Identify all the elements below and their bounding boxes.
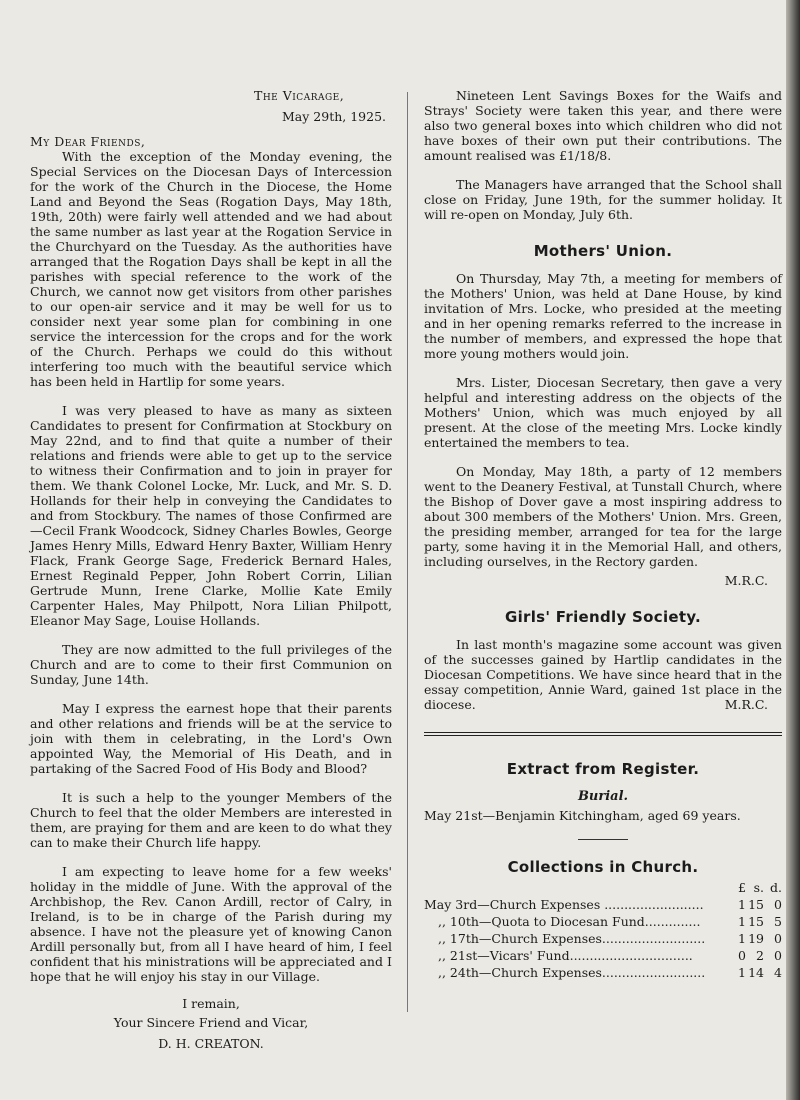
table-row: ,, 10th—Quota to Diocesan Fund.............. 1 15 5 [438,914,782,929]
letter-paragraph: May I express the earnest hope that their parents and other relations and friends will be at the service to join with them in celebrating, in the Lord's Own appointed Way, the Memorial of His Death, and in partaking of the Sacred Food of His Body and Blood? [30,701,392,776]
letter-date: May 29th, 1925. [282,109,386,124]
letter-paragraph: With the exception of the Monday evening, the Special Services on the Diocesan Days of Intercession for the work of the Church in the Diocese, the Home Land and Beyond the Seas (Rogation Days, May 18th, 19th, 20th) were fairly well attended and we had about the same number as last year at the Rogation Service in the Churchyard on the Tuesday. As the authorities have arranged that the Rogation Days shall be kept in all the parishes with special reference to the work of the Church, we cannot now get visitors from other parishes to our open-air service and it may be well for us to consider next year some plan for combining in one service the intercession for the crops and for the work of the Church. Perhaps we could do this without interfering too much with the beautiful service which has been held in Hartlip for some years. [30,149,392,389]
mu-signoff: M.R.C. [724,573,768,588]
table-row: ,, 21st—Vicars' Fund............................... 0 2 0 [438,948,782,963]
page-edge-shadow [786,0,800,1100]
currency-header-row [424,879,782,896]
short-rule [578,839,628,840]
mothers-union-heading: Mothers' Union. [533,242,673,260]
gfs-signoff: M.R.C. [724,697,768,712]
letter-closing [30,996,392,1051]
register-heading: Extract from Register. [506,760,700,778]
letter-paragraph: I am expecting to leave home for a few weeks' holiday in the middle of June. With the approval of the Archbishop, the Rev. Canon Ardill, rector of Calry, in Ireland, is to be in charge of the Parish during my absence. I have not the pleasure yet of knowing Canon Ardill personally but, from all I have heard of him, I feel confident that his ministrations will be appreciated and I hope that he will enjoy his stay in our Village. [30,864,392,984]
pence-header: d. [770,880,782,895]
mu-paragraph: On Monday, May 18th, a party of 12 members went to the Deanery Festival, at Tunstall Church, where the Bishop of Dover gave a most inspiring address to about 300 members of the Mothers' Union. Mrs. Green, the presiding member, arranged for tea for the large party, some having it in the Memorial Hall, and others, including ourselves, in the Rectory garden. [424,464,782,569]
letter-address: The Vicarage, [254,88,345,103]
burial-subheading: Burial. [577,789,629,804]
closing-remain: I remain, [182,996,240,1011]
mu-paragraph: Mrs. Lister, Diocesan Secretary, then gave a very helpful and interesting address on the objects of the Mothers' Union, which was much enjoyed by all present. At the close of the meeting Mrs. Locke kindly entertained the members to tea. [424,375,782,450]
letter-salutation: My Dear Friends, [30,134,146,149]
table-row: ,, 24th—Church Expenses.......................... 1 14 4 [438,965,782,980]
collections-table [424,879,782,981]
gfs-paragraph: In last month's magazine some account was given of the successes gained by Hartlip candidates in the Diocesan Competitions. We have since heard that in the essay competition, Annie Ward, gained 1st place in the diocese. [424,637,782,712]
section-rule [424,732,782,736]
shillings-header: s. [753,880,764,895]
table-row: May 3rd—Church Expenses ......................... 1 15 0 [424,897,782,912]
collections-heading: Collections in Church. [507,858,699,876]
letter-paragraph: I was very pleased to have as many as sixteen Candidates to present for Confirmation at Stockbury on May 22nd, and to find that quite a number of their relations and friends were able to get up to the service to witness their Confirmation and to join in prayer for them. We thank Colonel Locke, Mr. Luck, and Mr. S. D. Hollands for their help in conveying the Candidates to and from Stockbury. The names of those Confirmed are—Cecil Frank Woodcock, Sidney Charles Bowles, George James Henry Mills, Edward Henry Baxter, William Henry Flack, Frank George Sage, Frederick Bernard Hales, Ernest Reginald Pepper, John Robert Corrin, Lilian Gertrude Munn, Irene Clarke, Mollie Kate Emily Carpenter Hales, May Philpott, Nora Lilian Philpott, Eleanor May Sage, Louise Hollands. [30,403,392,628]
parish-news [424,88,782,981]
letter-paragraph: It is such a help to the younger Members of the Church to feel that the older Members are interested in them, are praying for them and are keen to do what they can to make their Church life happy. [30,790,392,850]
letter-signature: D. H. CREATON. [158,1036,264,1051]
closing-line: Your Sincere Friend and Vicar, [113,1015,309,1030]
table-row: ,, 17th—Church Expenses.......................... 1 19 0 [438,931,782,946]
news-paragraph: Nineteen Lent Savings Boxes for the Waifs and Strays' Society were taken this year, and there were also two general boxes into which children who did not have boxes of their own put their contributions. The amount realised was £1/18/8. [424,88,782,163]
pounds-header: £ [738,880,746,895]
mu-paragraph: On Thursday, May 7th, a meeting for members of the Mothers' Union, was held at Dane House, by kind invitation of Mrs. Locke, who presided at the meeting and in her opening remarks referred to the increase in the number of members, and expressed the hope that more young mothers would join. [424,271,782,361]
gfs-heading: Girls' Friendly Society. [504,608,702,626]
letter-paragraph: They are now admitted to the full privileges of the Church and are to come to their first Communion on Sunday, June 14th. [30,642,392,687]
column-divider [407,92,408,1012]
news-paragraph: The Managers have arranged that the School shall close on Friday, June 19th, for the summer holiday. It will re-open on Monday, July 6th. [424,177,782,222]
vicar-letter [30,88,392,1051]
register-entry: May 21st—Benjamin Kitchingham, aged 69 years. [424,808,741,823]
